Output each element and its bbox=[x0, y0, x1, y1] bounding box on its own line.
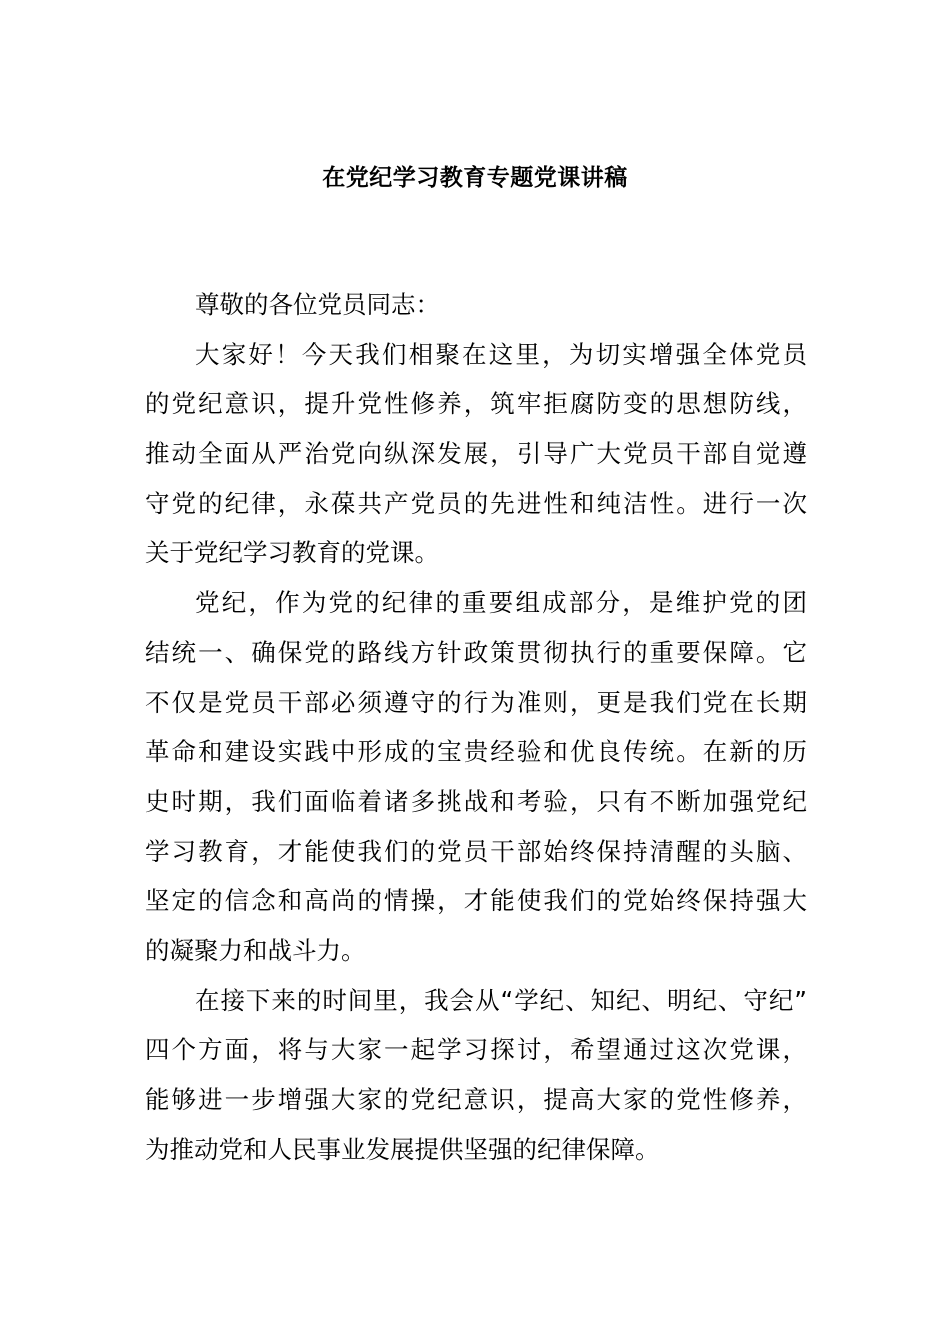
paragraph-line: 学习教育，才能使我们的党员干部始终保持清醒的头脑、 bbox=[145, 836, 807, 866]
paragraph-line: 党纪，作为党的纪律的重要组成部分，是维护党的团 bbox=[195, 588, 807, 618]
paragraph-line: 结统一、确保党的路线方针政策贯彻执行的重要保障。它 bbox=[145, 637, 807, 667]
paragraph-line: 关于党纪学习教育的党课。 bbox=[145, 538, 439, 568]
document-title: 在党纪学习教育专题党课讲稿 bbox=[322, 165, 628, 191]
document-body bbox=[145, 280, 807, 1174]
salutation-line: 尊敬的各位党员同志： bbox=[195, 290, 440, 319]
paragraph-line: 大家好！今天我们相聚在这里，为切实增强全体党员 bbox=[195, 339, 807, 369]
paragraph-line: 四个方面，将与大家一起学习探讨，希望通过这次党课， bbox=[145, 1035, 807, 1065]
paragraph-line: 守党的纪律，永葆共产党员的先进性和纯洁性。进行一次 bbox=[145, 488, 807, 518]
paragraph-line: 不仅是党员干部必须遵守的行为准则，更是我们党在长期 bbox=[145, 687, 807, 717]
paragraph-line: 能够进一步增强大家的党纪意识，提高大家的党性修养， bbox=[145, 1085, 807, 1114]
paragraph-line: 史时期，我们面临着诸多挑战和考验，只有不断加强党纪 bbox=[145, 786, 807, 816]
paragraph-line: 推动全面从严治党向纵深发展，引导广大党员干部自觉遵 bbox=[145, 439, 807, 469]
paragraph-line: 革命和建设实践中形成的宝贵经验和优良传统。在新的历 bbox=[145, 737, 807, 767]
paragraph-line: 在接下来的时间里，我会从“学纪、知纪、明纪、守纪” bbox=[195, 985, 807, 1015]
paragraph-line: 坚定的信念和高尚的情操，才能使我们的党始终保持强大 bbox=[145, 886, 807, 916]
paragraph-line: 的凝聚力和战斗力。 bbox=[145, 935, 366, 965]
paragraph-line: 为推动党和人民事业发展提供坚强的纪律保障。 bbox=[145, 1134, 660, 1164]
paragraph-line: 的党纪意识，提升党性修养，筑牢拒腐防变的思想防线， bbox=[145, 389, 807, 419]
